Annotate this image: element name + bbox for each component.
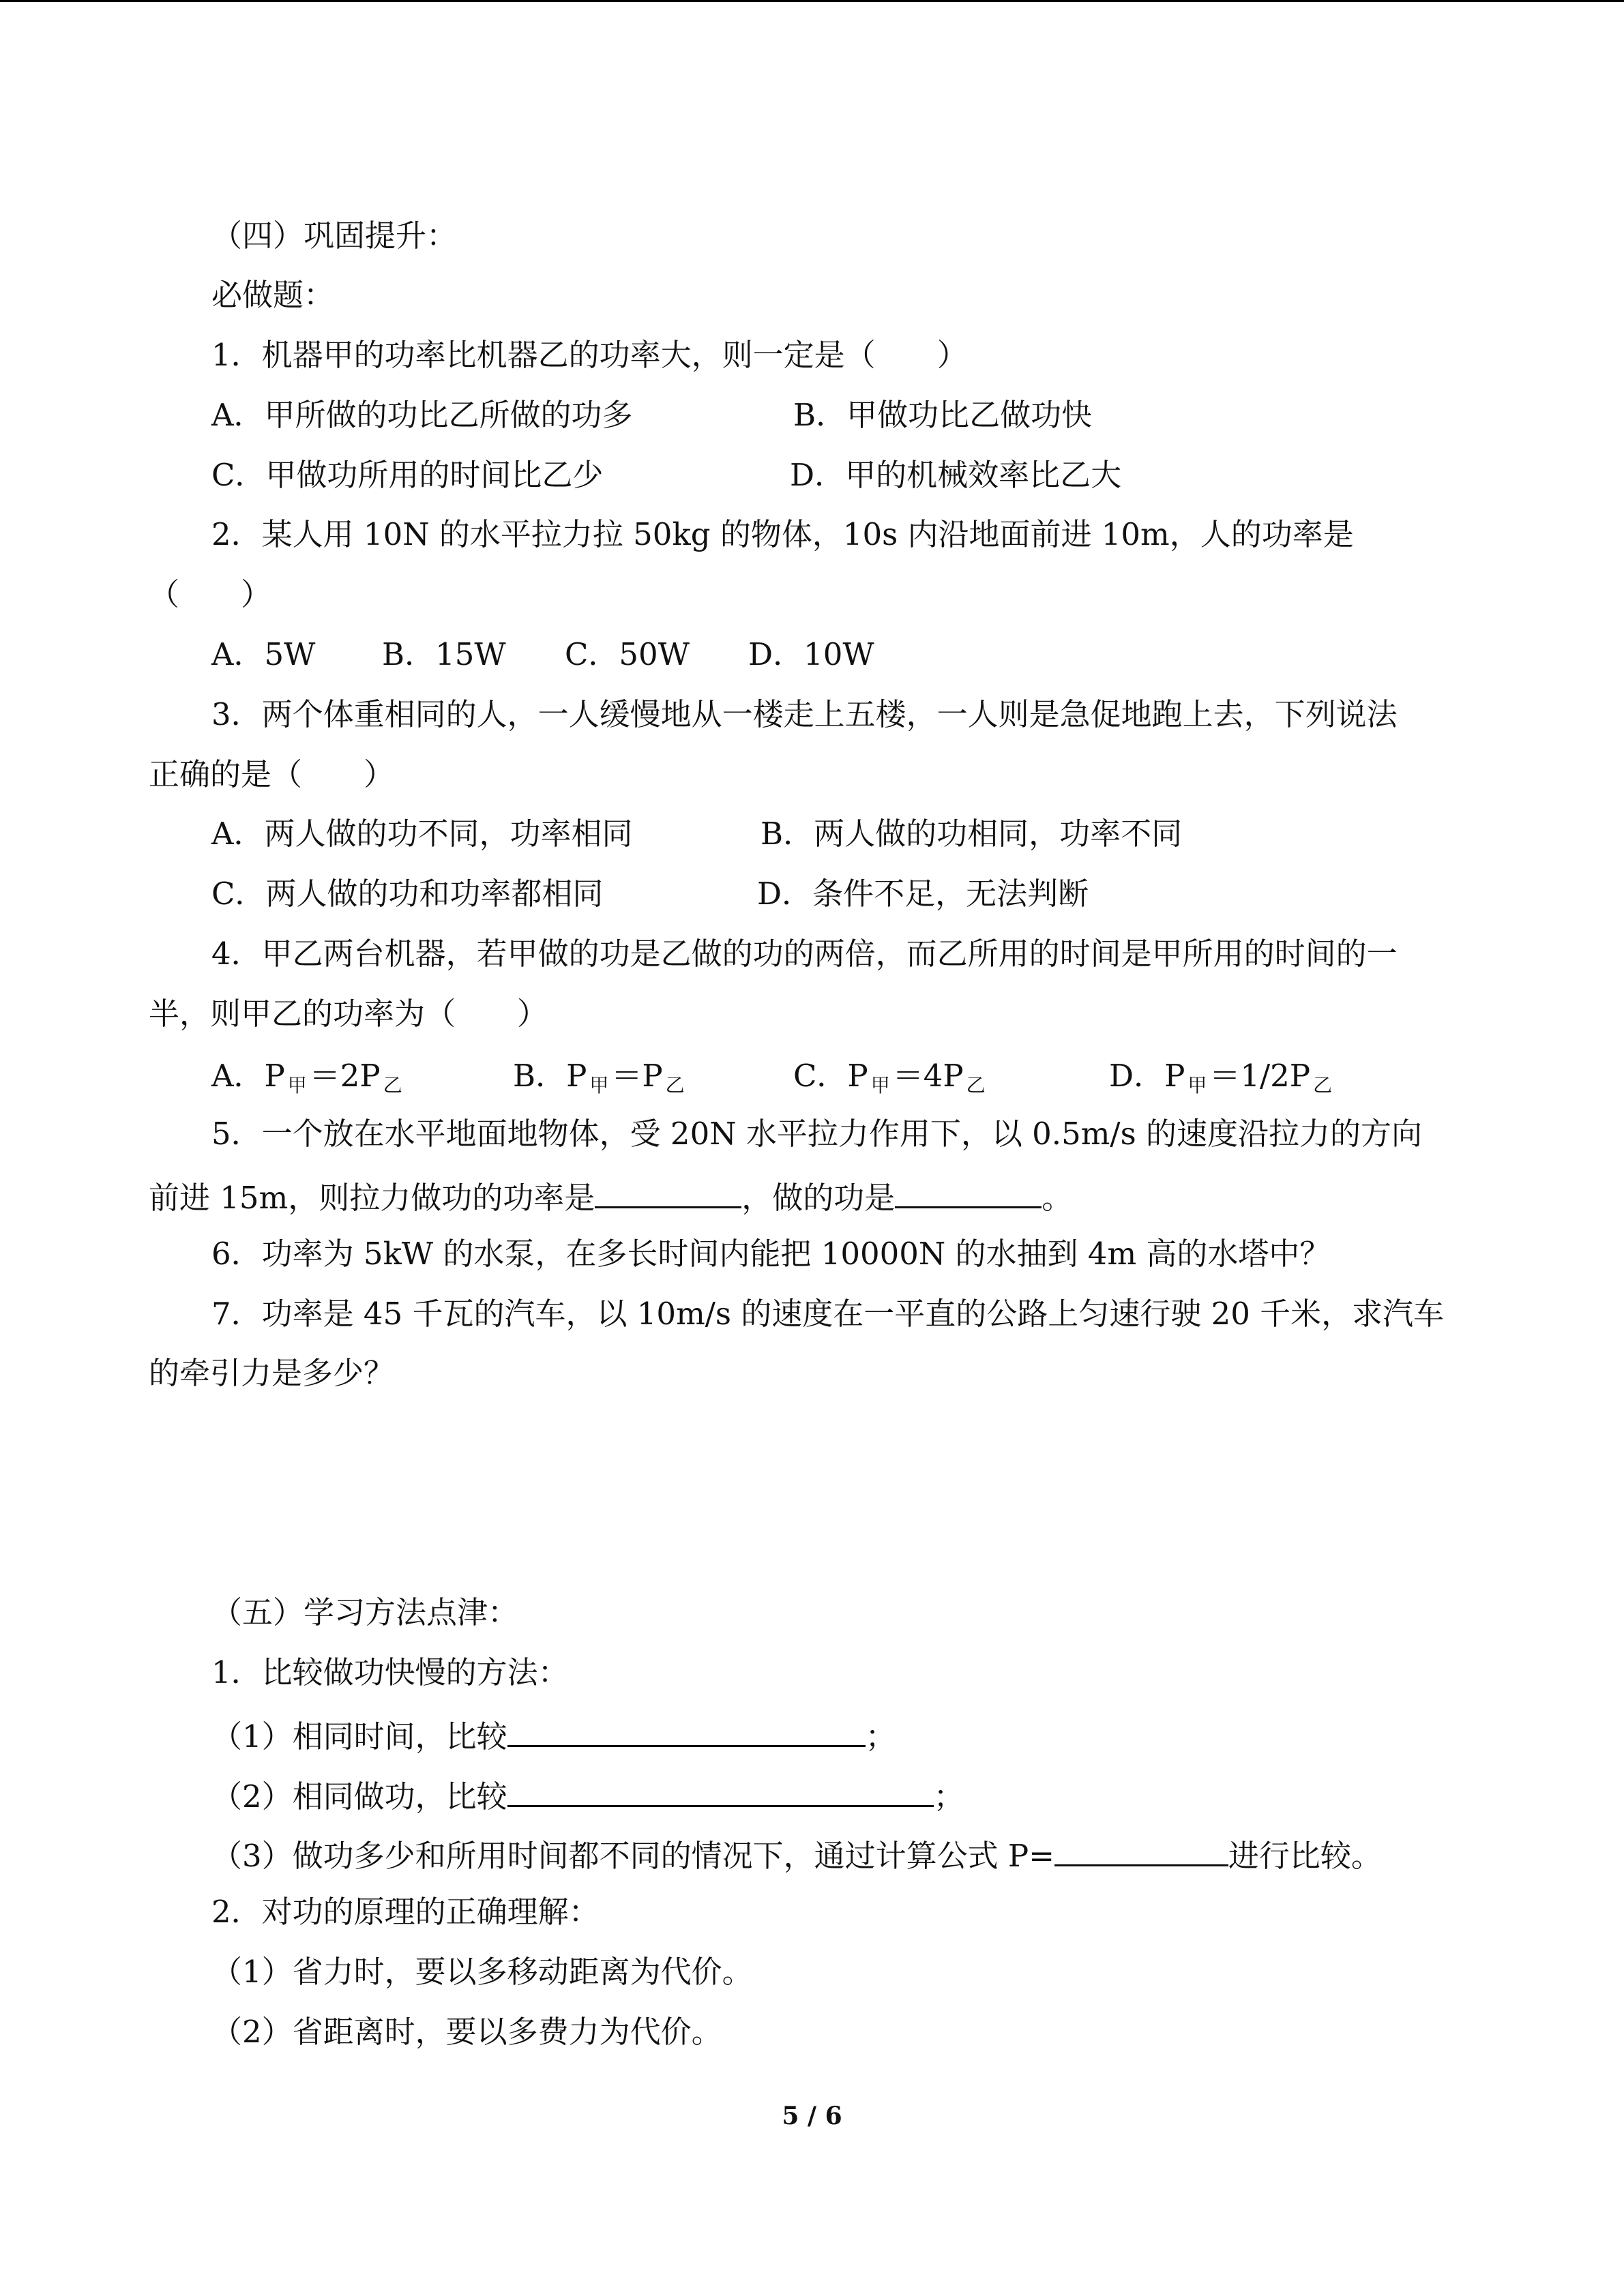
q3-stem-line2: 正确的是（ ） bbox=[149, 756, 395, 792]
q3-option-d: D．条件不足，无法判断 bbox=[757, 876, 1089, 912]
method2-item1: （1）省力时，要以多移动距离为代价。 bbox=[211, 1954, 753, 1990]
q1-stem: 1．机器甲的功率比机器乙的功率大，则一定是（ ） bbox=[211, 337, 968, 373]
method1-item2: （2）相同做功，比较 ； bbox=[211, 1772, 964, 1817]
method1-item1: （1）相同时间，比较 ； bbox=[211, 1712, 896, 1757]
q5-blank-power[interactable] bbox=[595, 1174, 741, 1208]
method2-item2: （2）省距离时，要以多费力为代价。 bbox=[211, 2014, 722, 2050]
page-number: 5 / 6 bbox=[782, 2102, 842, 2130]
q5-line1: 5．一个放在水平地面地物体，受 20N 水平拉力作用下，以 0.5m/s 的速度沿拉力的方向 bbox=[211, 1116, 1422, 1152]
q1-option-a: A．甲所做的功比乙所做的功多 bbox=[211, 397, 633, 433]
q4-option-b: B．P 甲＝P 乙 bbox=[513, 1058, 685, 1097]
q2-option-d: D．10W bbox=[748, 636, 874, 672]
method1-item3: （3）做功多少和所用时间都不同的情况下，通过计算公式 P= 进行比较。 bbox=[211, 1832, 1382, 1877]
q6: 6．功率为 5kW 的水泵，在多长时间内能把 10000N 的水抽到 4m 高的水塔中？ bbox=[211, 1236, 1331, 1272]
q3-option-a: A．两人做的功不同，功率相同 bbox=[211, 816, 633, 852]
q3-option-c: C．两人做的功和功率都相同 bbox=[211, 876, 604, 912]
q7-line2: 的牵引力是多少？ bbox=[149, 1355, 395, 1391]
formula-blank[interactable] bbox=[1054, 1832, 1228, 1866]
q5-blank-work[interactable] bbox=[895, 1174, 1042, 1208]
method1-blank2[interactable] bbox=[507, 1772, 934, 1807]
q4-option-d: D．P 甲＝1/2P 乙 bbox=[1109, 1058, 1333, 1097]
q4-stem-line1: 4．甲乙两台机器，若甲做的功是乙做的功的两倍，而乙所用的时间是甲所用的时间的一 bbox=[211, 936, 1398, 972]
q7-line1: 7．功率是 45 千瓦的汽车，以 10m/s 的速度在一平直的公路上匀速行驶 20 千米，求汽车 bbox=[211, 1296, 1445, 1332]
q5-line2: 前进 15m，则拉力做功的功率是 ，做的功是 。 bbox=[149, 1174, 1072, 1219]
section5-title: （五）学习方法点津： bbox=[211, 1594, 519, 1630]
section4-subtitle: 必做题： bbox=[211, 277, 335, 313]
q2-stem-line1: 2．某人用 10N 的水平拉力拉 50kg 的物体，10s 内沿地面前进 10m，人的功率是 bbox=[211, 516, 1354, 552]
section4-title: （四）巩固提升： bbox=[211, 218, 458, 254]
q2-option-b: B．15W bbox=[382, 636, 506, 672]
q1-option-b: B．甲做功比乙做功快 bbox=[793, 397, 1093, 433]
q4-option-c: C．P 甲＝4P 乙 bbox=[793, 1058, 986, 1097]
method2-heading: 2．对功的原理的正确理解： bbox=[211, 1894, 600, 1930]
q2-stem-line2: （ ） bbox=[149, 576, 272, 612]
q2-option-c: C．50W bbox=[565, 636, 690, 672]
q1-option-d: D．甲的机械效率比乙大 bbox=[790, 457, 1122, 493]
q3-option-b: B．两人做的功相同，功率不同 bbox=[761, 816, 1183, 852]
q4-stem-line2: 半，则甲乙的功率为（ ） bbox=[149, 996, 548, 1032]
q2-option-a: A．5W bbox=[211, 636, 316, 672]
q1-option-c: C．甲做功所用的时间比乙少 bbox=[211, 457, 604, 493]
page-top-border bbox=[0, 0, 1624, 2]
method1-blank1[interactable] bbox=[507, 1712, 866, 1747]
q3-stem-line1: 3．两个体重相同的人，一人缓慢地从一楼走上五楼，一人则是急促地跑上去，下列说法 bbox=[211, 696, 1398, 732]
q4-option-a: A．P 甲＝2P 乙 bbox=[211, 1058, 402, 1097]
method1-heading: 1．比较做功快慢的方法： bbox=[211, 1654, 569, 1690]
